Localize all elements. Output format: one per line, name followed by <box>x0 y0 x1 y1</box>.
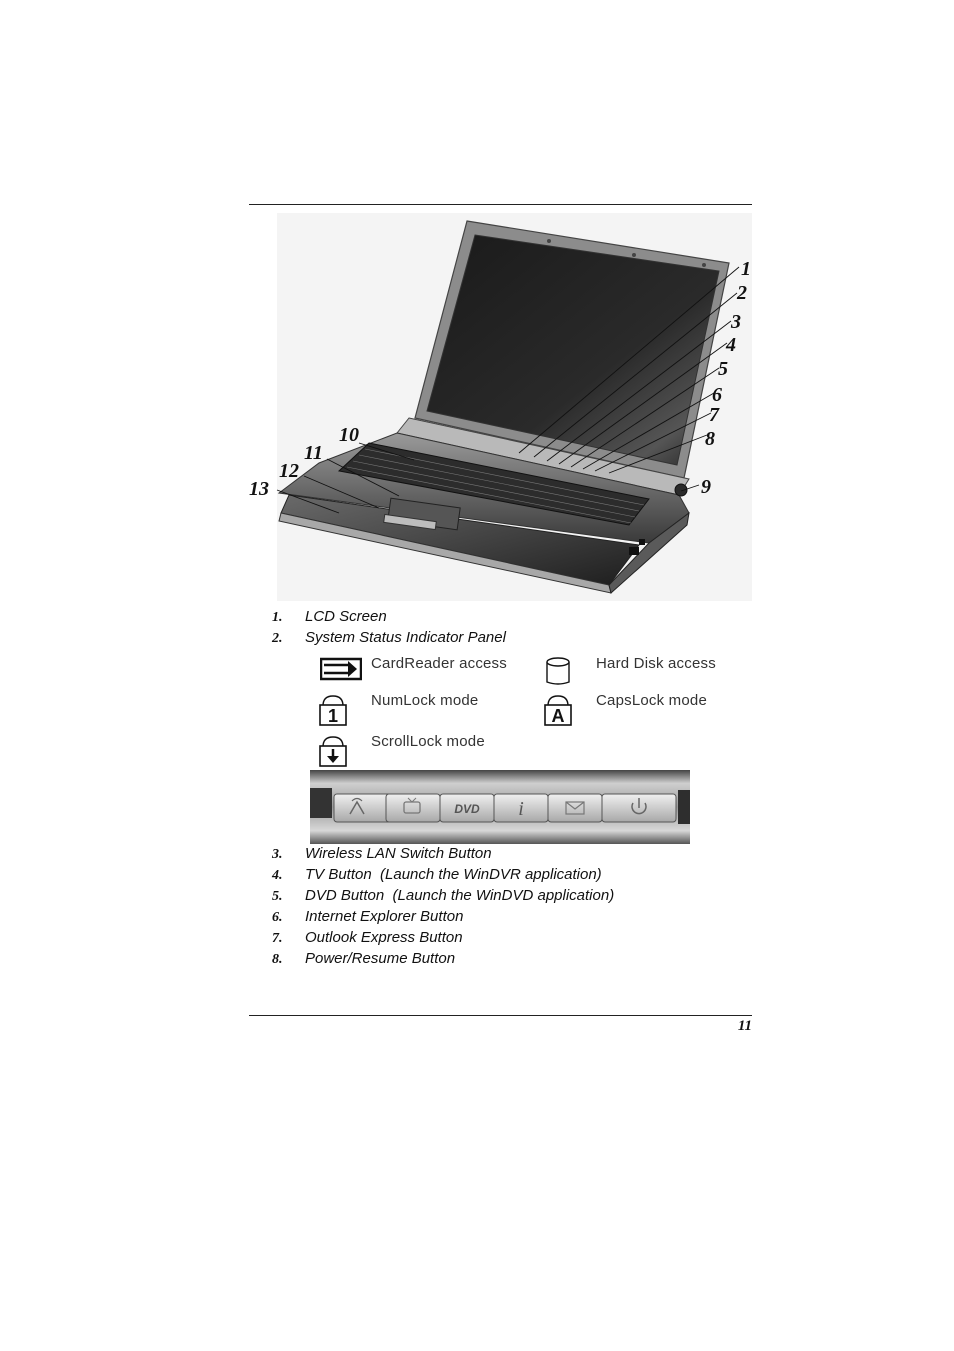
list-item-text: Internet Explorer Button <box>305 908 464 925</box>
callout-6: 6 <box>712 384 722 406</box>
list-item <box>272 866 602 884</box>
svg-text:1: 1 <box>327 706 339 726</box>
scrolllock-icon <box>318 734 348 773</box>
callout-8: 8 <box>705 428 715 450</box>
list-item-number: 5. <box>272 889 283 904</box>
numlock-icon <box>318 693 348 732</box>
list-item-text: LCD Screen <box>305 608 387 625</box>
list-item-number: 3. <box>272 847 283 862</box>
callout-7: 7 <box>709 404 719 426</box>
footer-rule <box>249 1015 752 1016</box>
list-item-number: 6. <box>272 910 283 925</box>
list-item <box>272 950 455 968</box>
callout-2: 2 <box>737 282 747 304</box>
button-strip-photo <box>310 770 690 844</box>
callout-9: 9 <box>701 476 711 498</box>
page-number: 11 <box>737 1018 752 1034</box>
callout-10: 10 <box>339 424 359 446</box>
numlock-label: NumLock mode <box>371 692 479 709</box>
list-item-number: 2. <box>272 631 283 646</box>
list-item <box>272 845 492 863</box>
list-item-text: Wireless LAN Switch Button <box>305 845 492 862</box>
scrolllock-label: ScrollLock mode <box>371 733 485 750</box>
list-item-number: 7. <box>272 931 283 946</box>
callout-5: 5 <box>718 358 728 380</box>
list-item <box>272 929 463 947</box>
cardreader-label: CardReader access <box>371 655 507 672</box>
capslock-label: CapsLock mode <box>596 692 707 709</box>
cardreader-icon <box>320 657 362 686</box>
list-item-text: TV Button (Launch the WinDVR application) <box>305 866 602 883</box>
callout-1: 1 <box>741 258 751 280</box>
list-item-number: 8. <box>272 952 283 967</box>
list-item-text: System Status Indicator Panel <box>305 629 506 646</box>
hard-disk-label: Hard Disk access <box>596 655 716 672</box>
svg-text:A: A <box>551 706 565 726</box>
list-item <box>272 629 506 647</box>
capslock-icon <box>543 693 573 732</box>
hard-disk-icon <box>545 656 571 691</box>
list-item <box>272 908 463 926</box>
dvd-icon: DVD <box>454 802 480 816</box>
callout-12: 12 <box>279 460 299 482</box>
list-item-number: 4. <box>272 868 283 883</box>
callout-11: 11 <box>304 442 323 464</box>
list-item-text: Power/Resume Button <box>305 950 456 967</box>
list-item-text: DVD Button (Launch the WinDVD application) <box>305 887 615 904</box>
list-item <box>272 887 614 905</box>
header-rule <box>249 204 752 205</box>
laptop-figure <box>249 213 752 601</box>
list-item-number: 1. <box>272 610 283 625</box>
callout-13: 13 <box>249 478 269 500</box>
list-item-text: Outlook Express Button <box>305 929 463 946</box>
callout-4: 4 <box>726 334 736 356</box>
callout-3: 3 <box>731 311 741 333</box>
list-item <box>272 608 387 626</box>
internet-explorer-icon: i <box>518 798 524 820</box>
